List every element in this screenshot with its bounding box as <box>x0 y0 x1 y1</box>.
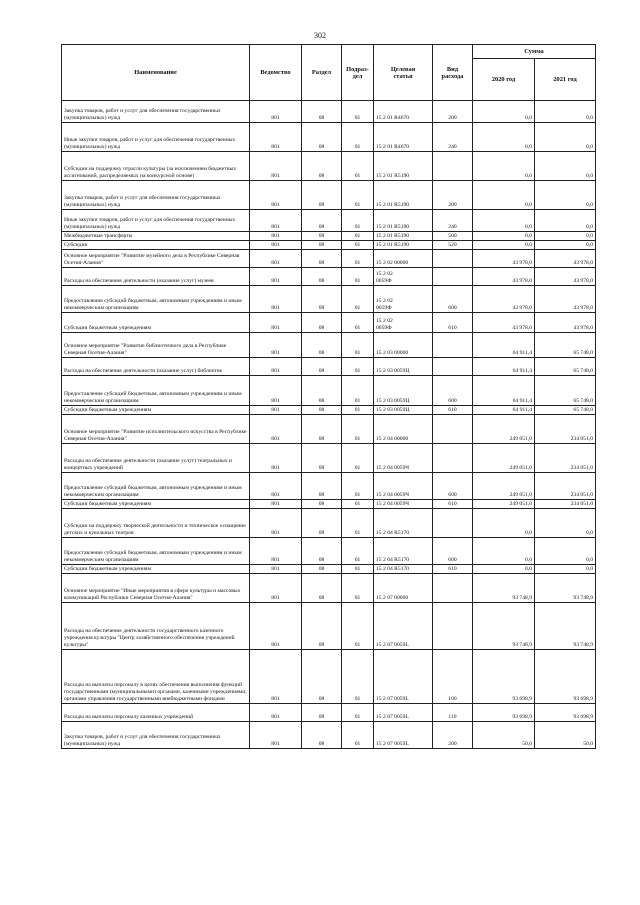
row-section-cell: 08 <box>302 358 342 376</box>
row-2021-amount-cell: 43 978,0 <box>535 313 596 333</box>
row-expense-type-cell: 200 <box>433 722 473 749</box>
row-subsection-cell: 01 <box>342 415 374 444</box>
row-section-cell: 08 <box>302 286 342 313</box>
row-2021-amount-cell: 93 698,9 <box>535 650 596 704</box>
header-target: Целевая статья <box>374 45 433 101</box>
row-section-cell: 08 <box>302 123 342 152</box>
row-name-cell: Основное мероприятие "Развитие библиотечного дела в Республике Северная Осетия-Алания" <box>62 333 250 358</box>
row-2021-amount-cell: 0,0 <box>535 181 596 210</box>
row-name-cell: Субсидии бюджетным учреждениям <box>62 406 250 415</box>
row-section-cell: 08 <box>302 603 342 650</box>
row-subsection-cell: 01 <box>342 603 374 650</box>
row-department-cell: 801 <box>250 268 302 286</box>
row-target-cell: 15 2 07 0059L <box>374 722 433 749</box>
row-target-cell: 15 2 07 0059L <box>374 650 433 704</box>
row-target-cell: 15 2 04 R5170 <box>374 538 433 565</box>
row-expense-type-cell <box>433 574 473 603</box>
row-section-cell: 08 <box>302 444 342 473</box>
row-department-cell: 801 <box>250 650 302 704</box>
row-section-cell: 08 <box>302 210 342 232</box>
row-2021-amount-cell: 0,0 <box>535 123 596 152</box>
row-target-cell: 15 2 02 0059Ф <box>374 313 433 333</box>
row-expense-type-cell: 610 <box>433 565 473 574</box>
row-target-cell: 15 2 02 0059Ф <box>374 268 433 286</box>
row-subsection-cell: 01 <box>342 444 374 473</box>
row-target-cell: 15 2 07 00000 <box>374 574 433 603</box>
row-expense-type-cell: 110 <box>433 704 473 722</box>
row-expense-type-cell: 500 <box>433 232 473 241</box>
row-department-cell: 801 <box>250 509 302 538</box>
header-name: Наименование <box>62 45 250 101</box>
row-department-cell: 801 <box>250 722 302 749</box>
row-subsection-cell: 01 <box>342 123 374 152</box>
row-2021-amount-cell: 93 748,9 <box>535 574 596 603</box>
table-row <box>62 313 596 333</box>
table-row <box>62 603 596 650</box>
header-year-2021: 2021 год <box>535 59 596 101</box>
row-subsection-cell: 01 <box>342 232 374 241</box>
row-subsection-cell: 01 <box>342 358 374 376</box>
row-subsection-cell: 01 <box>342 376 374 406</box>
row-expense-type-cell: 610 <box>433 406 473 415</box>
row-subsection-cell: 01 <box>342 538 374 565</box>
row-name-cell: Иные закупки товаров, работ и услуг для обеспечения государственных (муниципальных) нужд <box>62 210 250 232</box>
row-2021-amount-cell: 0,0 <box>535 210 596 232</box>
row-2021-amount-cell: 43 978,0 <box>535 268 596 286</box>
row-2020-amount-cell: 43 978,0 <box>473 250 535 268</box>
row-department-cell: 801 <box>250 538 302 565</box>
table-row <box>62 650 596 704</box>
row-2020-amount-cell: 249 051,0 <box>473 444 535 473</box>
row-2020-amount-cell: 93 698,9 <box>473 704 535 722</box>
row-name-cell: Предоставление субсидий бюджетным, автономным учреждениям и иным некоммерческим организациям <box>62 376 250 406</box>
row-2020-amount-cell: 64 911,4 <box>473 333 535 358</box>
row-subsection-cell: 01 <box>342 406 374 415</box>
table-row <box>62 538 596 565</box>
header-expense-type: Вид расхода <box>433 45 473 101</box>
row-subsection-cell: 01 <box>342 268 374 286</box>
row-subsection-cell: 01 <box>342 101 374 123</box>
row-department-cell: 801 <box>250 101 302 123</box>
row-2020-amount-cell: 93 748,9 <box>473 603 535 650</box>
row-target-cell: 15 2 03 0059Ц <box>374 406 433 415</box>
row-expense-type-cell: 610 <box>433 313 473 333</box>
row-name-cell: Закупка товаров, работ и услуг для обеспечения государственных (муниципальных) нужд <box>62 101 250 123</box>
page-number: 302 <box>314 31 326 40</box>
row-department-cell: 801 <box>250 241 302 250</box>
row-2021-amount-cell: 0,0 <box>535 232 596 241</box>
header-department: Ведомство <box>250 45 302 101</box>
row-2020-amount-cell: 0,0 <box>473 509 535 538</box>
row-section-cell: 08 <box>302 313 342 333</box>
row-department-cell: 801 <box>250 565 302 574</box>
row-department-cell: 801 <box>250 415 302 444</box>
row-target-cell: 15 2 01 R4670 <box>374 101 433 123</box>
row-section-cell: 08 <box>302 704 342 722</box>
row-section-cell: 08 <box>302 232 342 241</box>
row-expense-type-cell: 600 <box>433 286 473 313</box>
row-target-cell: 15 2 07 0059L <box>374 704 433 722</box>
row-subsection-cell: 01 <box>342 500 374 509</box>
row-expense-type-cell <box>433 333 473 358</box>
row-2020-amount-cell: 64 911,4 <box>473 376 535 406</box>
row-subsection-cell: 01 <box>342 574 374 603</box>
table-row <box>62 241 596 250</box>
table-row <box>62 232 596 241</box>
row-section-cell: 08 <box>302 333 342 358</box>
row-department-cell: 801 <box>250 444 302 473</box>
row-target-cell: 15 2 04 0059Ч <box>374 473 433 500</box>
row-expense-type-cell <box>433 152 473 181</box>
row-department-cell: 801 <box>250 210 302 232</box>
row-subsection-cell: 01 <box>342 722 374 749</box>
row-subsection-cell: 01 <box>342 509 374 538</box>
table-row <box>62 444 596 473</box>
row-name-cell: Закупка товаров, работ и услуг для обеспечения государственных (муниципальных) нужд <box>62 181 250 210</box>
row-section-cell: 08 <box>302 722 342 749</box>
table-body <box>62 101 596 749</box>
row-section-cell: 08 <box>302 181 342 210</box>
row-section-cell: 08 <box>302 650 342 704</box>
row-department-cell: 801 <box>250 574 302 603</box>
table-row <box>62 181 596 210</box>
row-target-cell: 15 2 07 0059L <box>374 603 433 650</box>
row-2020-amount-cell: 0,0 <box>473 565 535 574</box>
row-section-cell: 08 <box>302 152 342 181</box>
row-department-cell: 801 <box>250 286 302 313</box>
row-2020-amount-cell: 50,0 <box>473 722 535 749</box>
row-target-cell: 15 2 02 0059Ф <box>374 286 433 313</box>
table-row <box>62 333 596 358</box>
row-name-cell: Расходы на обеспечение деятельности (оказание услуг) музеев <box>62 268 250 286</box>
row-department-cell: 801 <box>250 232 302 241</box>
row-expense-type-cell: 240 <box>433 210 473 232</box>
row-section-cell: 08 <box>302 574 342 603</box>
table-row <box>62 415 596 444</box>
row-subsection-cell: 01 <box>342 333 374 358</box>
row-department-cell: 801 <box>250 181 302 210</box>
row-2021-amount-cell: 50,0 <box>535 722 596 749</box>
row-section-cell: 08 <box>302 500 342 509</box>
row-2020-amount-cell: 0,0 <box>473 210 535 232</box>
row-2021-amount-cell: 0,0 <box>535 538 596 565</box>
row-2021-amount-cell: 234 051,0 <box>535 473 596 500</box>
row-expense-type-cell: 200 <box>433 181 473 210</box>
budget-table <box>61 44 596 749</box>
row-subsection-cell: 01 <box>342 241 374 250</box>
row-2021-amount-cell: 65 748,0 <box>535 333 596 358</box>
row-name-cell: Иные закупки товаров, работ и услуг для обеспечения государственных (муниципальных) нужд <box>62 123 250 152</box>
row-section-cell: 08 <box>302 509 342 538</box>
row-2021-amount-cell: 43 978,0 <box>535 250 596 268</box>
row-department-cell: 801 <box>250 473 302 500</box>
row-section-cell: 08 <box>302 268 342 286</box>
row-2021-amount-cell: 65 748,0 <box>535 376 596 406</box>
row-target-cell: 15 2 04 0059Ч <box>374 500 433 509</box>
row-2021-amount-cell: 234 051,0 <box>535 500 596 509</box>
row-section-cell: 08 <box>302 376 342 406</box>
row-target-cell: 15 2 04 R5170 <box>374 565 433 574</box>
row-target-cell: 15 2 03 0059Ц <box>374 358 433 376</box>
row-2020-amount-cell: 43 978,0 <box>473 286 535 313</box>
row-subsection-cell: 01 <box>342 286 374 313</box>
row-2020-amount-cell: 93 748,9 <box>473 574 535 603</box>
row-department-cell: 801 <box>250 704 302 722</box>
table-row <box>62 473 596 500</box>
row-subsection-cell: 01 <box>342 210 374 232</box>
row-expense-type-cell: 100 <box>433 650 473 704</box>
row-2020-amount-cell: 249 051,0 <box>473 500 535 509</box>
row-name-cell: Субсидии <box>62 241 250 250</box>
row-subsection-cell: 01 <box>342 650 374 704</box>
row-2020-amount-cell: 64 911,4 <box>473 406 535 415</box>
row-expense-type-cell <box>433 509 473 538</box>
row-name-cell: Предоставление субсидий бюджетным, автономным учреждениям и иным некоммерческим организациям <box>62 538 250 565</box>
row-2021-amount-cell: 93 748,9 <box>535 603 596 650</box>
row-2020-amount-cell: 0,0 <box>473 123 535 152</box>
row-2020-amount-cell: 249 051,0 <box>473 415 535 444</box>
row-target-cell: 15 2 04 0059Ч <box>374 444 433 473</box>
row-subsection-cell: 01 <box>342 473 374 500</box>
row-expense-type-cell: 600 <box>433 473 473 500</box>
row-department-cell: 801 <box>250 123 302 152</box>
table-row <box>62 500 596 509</box>
row-target-cell: 15 2 03 0059Ц <box>374 376 433 406</box>
row-2020-amount-cell: 93 698,9 <box>473 650 535 704</box>
row-department-cell: 801 <box>250 152 302 181</box>
row-expense-type-cell: 240 <box>433 123 473 152</box>
table-row <box>62 509 596 538</box>
row-department-cell: 801 <box>250 313 302 333</box>
row-name-cell: Субсидии на поддержку творческой деятельности и техническое оснащение детских и кукольных театров <box>62 509 250 538</box>
row-section-cell: 08 <box>302 565 342 574</box>
row-name-cell: Расходы на обеспечение деятельности (оказание услуг) библиотек <box>62 358 250 376</box>
row-department-cell: 801 <box>250 500 302 509</box>
row-section-cell: 08 <box>302 101 342 123</box>
row-2020-amount-cell: 0,0 <box>473 232 535 241</box>
row-department-cell: 801 <box>250 406 302 415</box>
row-subsection-cell: 01 <box>342 152 374 181</box>
table-row <box>62 358 596 376</box>
row-section-cell: 08 <box>302 538 342 565</box>
row-subsection-cell: 01 <box>342 704 374 722</box>
row-2020-amount-cell: 0,0 <box>473 101 535 123</box>
row-subsection-cell: 01 <box>342 565 374 574</box>
row-target-cell: 15 2 01 R4670 <box>374 123 433 152</box>
row-section-cell: 08 <box>302 415 342 444</box>
row-2021-amount-cell: 0,0 <box>535 565 596 574</box>
row-subsection-cell: 01 <box>342 250 374 268</box>
row-department-cell: 801 <box>250 358 302 376</box>
row-target-cell: 15 2 02 00000 <box>374 250 433 268</box>
row-2020-amount-cell: 64 911,4 <box>473 358 535 376</box>
row-name-cell: Субсидии бюджетным учреждениям <box>62 565 250 574</box>
row-name-cell: Закупка товаров, работ и услуг для обеспечения государственных (муниципальных) нужд <box>62 722 250 749</box>
row-2020-amount-cell: 0,0 <box>473 181 535 210</box>
row-name-cell: Расходы на выплаты персоналу в целях обеспечения выполнения функций государственными (муниципальными) органами, казенными учреждениями, органами управления государственными внебюджетными фондами <box>62 650 250 704</box>
row-target-cell: 15 2 01 R5190 <box>374 152 433 181</box>
table-row <box>62 704 596 722</box>
row-2020-amount-cell: 249 051,0 <box>473 473 535 500</box>
row-expense-type-cell <box>433 358 473 376</box>
row-expense-type-cell: 610 <box>433 500 473 509</box>
row-name-cell: Субсидии бюджетным учреждениям <box>62 500 250 509</box>
row-name-cell: Основное мероприятие "Развитие музейного дела в Республике Северная Осетия-Алания" <box>62 250 250 268</box>
row-department-cell: 801 <box>250 376 302 406</box>
row-section-cell: 08 <box>302 406 342 415</box>
table-row <box>62 101 596 123</box>
row-section-cell: 08 <box>302 241 342 250</box>
row-2020-amount-cell: 0,0 <box>473 538 535 565</box>
table-row <box>62 152 596 181</box>
row-department-cell: 801 <box>250 603 302 650</box>
row-2021-amount-cell: 0,0 <box>535 101 596 123</box>
row-target-cell: 15 2 01 R5190 <box>374 181 433 210</box>
header-section: Раздел <box>302 45 342 101</box>
row-expense-type-cell <box>433 415 473 444</box>
row-name-cell: Расходы на обеспечение деятельности (оказание услуг) театральных и концертных учреждений <box>62 444 250 473</box>
row-name-cell: Межбюджетные трансферты <box>62 232 250 241</box>
table-row <box>62 376 596 406</box>
row-2021-amount-cell: 0,0 <box>535 152 596 181</box>
table-row <box>62 268 596 286</box>
row-2020-amount-cell: 0,0 <box>473 152 535 181</box>
row-target-cell: 15 2 04 00000 <box>374 415 433 444</box>
row-department-cell: 801 <box>250 333 302 358</box>
row-subsection-cell: 01 <box>342 181 374 210</box>
row-2021-amount-cell: 234 051,0 <box>535 415 596 444</box>
row-2021-amount-cell: 65 748,0 <box>535 358 596 376</box>
table-row <box>62 123 596 152</box>
row-expense-type-cell <box>433 250 473 268</box>
row-name-cell: Основное мероприятие "Развитие исполнительского искусства в Республике Северная Осетия-Алания" <box>62 415 250 444</box>
row-2021-amount-cell: 65 748,0 <box>535 406 596 415</box>
row-target-cell: 15 2 03 00000 <box>374 333 433 358</box>
row-target-cell: 15 2 01 R5190 <box>374 241 433 250</box>
row-target-cell: 15 2 01 R5190 <box>374 210 433 232</box>
row-expense-type-cell: 600 <box>433 538 473 565</box>
header-sum: Сумма <box>473 45 596 59</box>
row-target-cell: 15 2 04 R5170 <box>374 509 433 538</box>
header-year-2020: 2020 год <box>473 59 535 101</box>
header-subsection: Подраз- дел <box>342 45 374 101</box>
row-section-cell: 08 <box>302 473 342 500</box>
row-expense-type-cell: 200 <box>433 101 473 123</box>
row-name-cell: Субсидии бюджетным учреждениям <box>62 313 250 333</box>
row-name-cell: Предоставление субсидий бюджетным, автономным учреждениям и иным некоммерческим организациям <box>62 286 250 313</box>
row-department-cell: 801 <box>250 250 302 268</box>
row-name-cell: Основное мероприятие "Иные мероприятия в сфере культуры и массовых коммуникаций Республики Северная Осетия-Алания" <box>62 574 250 603</box>
row-2021-amount-cell: 234 051,0 <box>535 444 596 473</box>
table-row <box>62 210 596 232</box>
row-target-cell: 15 2 01 R5190 <box>374 232 433 241</box>
row-name-cell: Субсидии на поддержку отрасли культуры (за исключением бюджетных ассигнований, распределяемых на конкурсной основе) <box>62 152 250 181</box>
row-expense-type-cell <box>433 444 473 473</box>
row-name-cell: Расходы на обеспечение деятельности государственного казенного учреждения культуры "Центр хозяйственного обеспечения учреждений культуры" <box>62 603 250 650</box>
row-section-cell: 08 <box>302 250 342 268</box>
row-2021-amount-cell: 43 978,0 <box>535 286 596 313</box>
table-row <box>62 250 596 268</box>
table-row <box>62 574 596 603</box>
table-row <box>62 722 596 749</box>
row-2021-amount-cell: 0,0 <box>535 241 596 250</box>
row-expense-type-cell: 520 <box>433 241 473 250</box>
row-expense-type-cell <box>433 268 473 286</box>
row-2021-amount-cell: 0,0 <box>535 509 596 538</box>
row-expense-type-cell <box>433 603 473 650</box>
row-2020-amount-cell: 43 978,0 <box>473 268 535 286</box>
table-row <box>62 406 596 415</box>
table-row <box>62 565 596 574</box>
row-2020-amount-cell: 43 978,0 <box>473 313 535 333</box>
row-subsection-cell: 01 <box>342 313 374 333</box>
row-name-cell: Расходы на выплаты персоналу казенных учреждений <box>62 704 250 722</box>
row-2021-amount-cell: 93 698,9 <box>535 704 596 722</box>
row-name-cell: Предоставление субсидий бюджетным, автономным учреждениям и иным некоммерческим организациям <box>62 473 250 500</box>
table-row <box>62 286 596 313</box>
row-2020-amount-cell: 0,0 <box>473 241 535 250</box>
row-expense-type-cell: 600 <box>433 376 473 406</box>
